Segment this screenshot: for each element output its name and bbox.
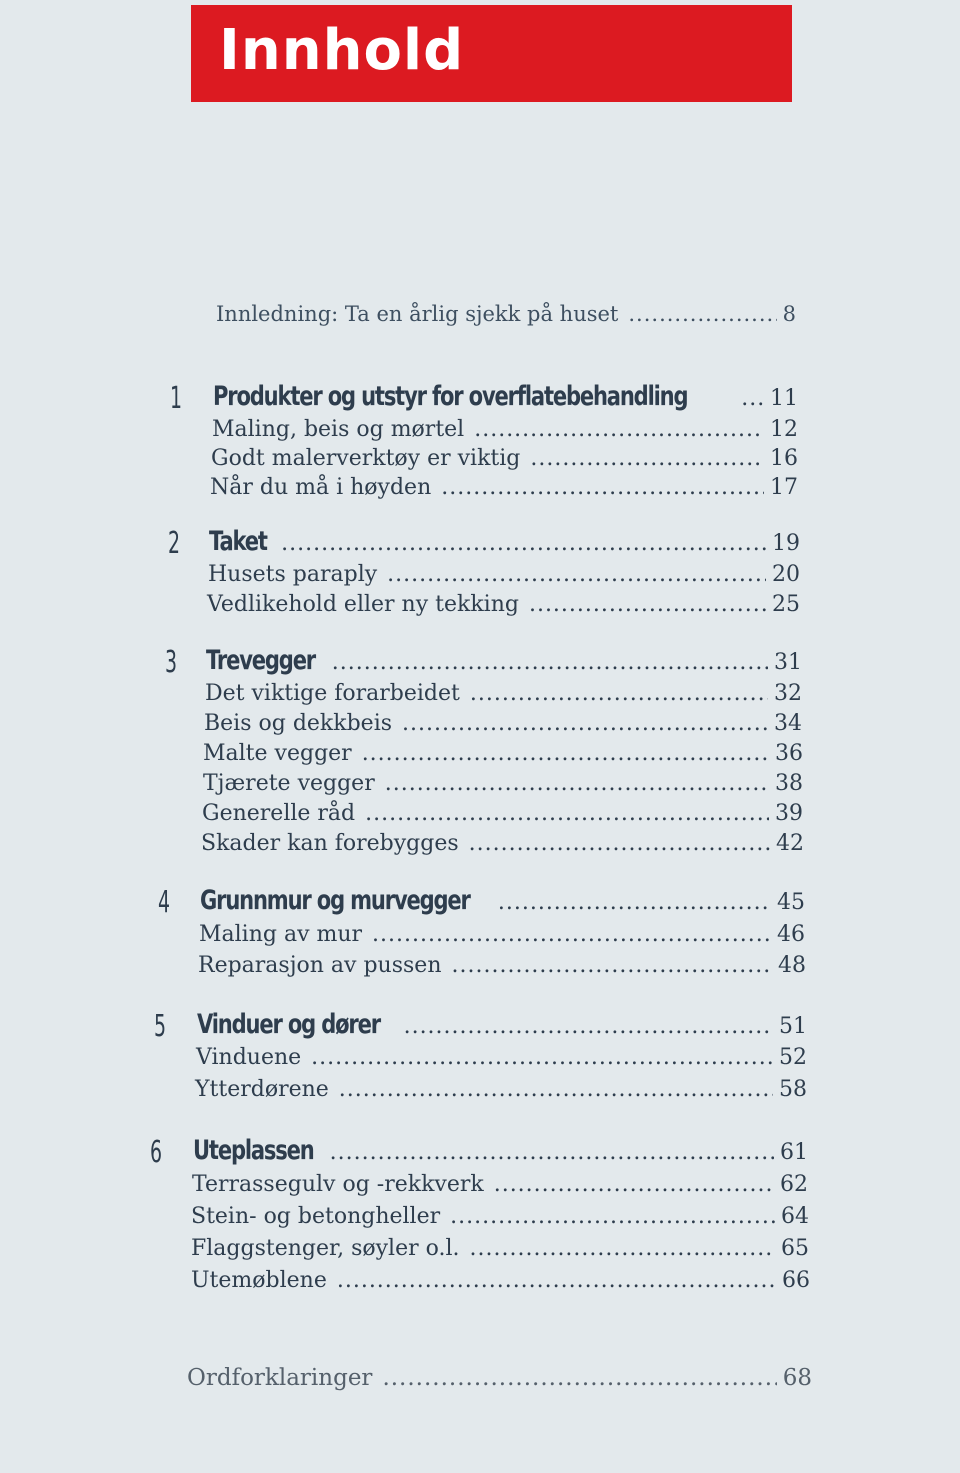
dot-leader xyxy=(330,1140,774,1165)
dot-leader xyxy=(382,1365,776,1391)
toc-entry-page: 46 xyxy=(777,922,805,947)
toc-section-row[interactable] xyxy=(203,771,803,796)
dot-leader xyxy=(332,650,768,675)
toc-entry-page: 16 xyxy=(770,446,798,471)
toc-section-row[interactable] xyxy=(191,1236,809,1261)
toc-entry-page: 64 xyxy=(781,1204,809,1229)
dot-leader xyxy=(530,446,764,471)
toc-entry-page: 66 xyxy=(782,1268,810,1293)
toc-entry-title: Malte vegger xyxy=(203,741,352,766)
chapter-number: 1 xyxy=(170,381,183,416)
toc-section-row[interactable] xyxy=(205,681,802,706)
toc-entry-title: Vedlikehold eller ny tekking xyxy=(207,592,519,617)
toc-entry-title: Utemøblene xyxy=(191,1268,327,1293)
toc-entry-page: 48 xyxy=(778,953,806,978)
dot-leader xyxy=(281,531,766,556)
toc-chapter-title: Grunnmur og murvegger xyxy=(200,885,470,916)
toc-section-row[interactable] xyxy=(207,592,800,617)
dot-leader xyxy=(494,1172,774,1197)
dot-leader xyxy=(450,1204,775,1229)
chapter-number: 4 xyxy=(158,885,171,920)
toc-entry-page: 61 xyxy=(780,1140,808,1165)
toc-chapter-row[interactable] xyxy=(206,645,802,676)
dot-leader xyxy=(498,890,771,915)
toc-section-row[interactable] xyxy=(192,1172,808,1197)
dot-leader xyxy=(385,771,769,796)
toc-entry-title: Stein- og betongheller xyxy=(191,1204,441,1229)
toc-intro-row[interactable] xyxy=(216,302,796,326)
toc-entry-page: 11 xyxy=(770,386,798,411)
toc-entry-page: 34 xyxy=(774,711,802,736)
dot-leader xyxy=(402,711,768,736)
dot-leader xyxy=(387,562,766,587)
toc-chapter-title: Uteplassen xyxy=(193,1135,314,1166)
toc-entry-title: Terrassegulv og -rekkverk xyxy=(192,1172,484,1197)
dot-leader xyxy=(474,417,764,442)
toc-section-row[interactable] xyxy=(208,562,800,587)
toc-section-row[interactable] xyxy=(211,446,798,471)
dot-leader xyxy=(452,953,773,978)
toc-entry-title: Generelle råd xyxy=(202,801,356,826)
toc-chapter-title: Vinduer og dører xyxy=(197,1009,380,1040)
toc-section-row[interactable] xyxy=(212,417,798,442)
dot-leader xyxy=(470,1236,775,1261)
dot-leader xyxy=(469,831,770,856)
toc-entry-title: Flaggstenger, søyler o.l. xyxy=(191,1236,460,1261)
toc-chapter-title: Taket xyxy=(209,526,267,557)
toc-chapter-row[interactable] xyxy=(213,381,798,412)
dot-leader xyxy=(741,386,764,411)
dot-leader xyxy=(404,1014,773,1039)
toc-entry-title: Ytterdørene xyxy=(195,1077,329,1102)
dot-leader xyxy=(529,592,766,617)
toc-section-row[interactable] xyxy=(191,1268,810,1293)
toc-entry-title: Maling av mur xyxy=(199,922,363,947)
chapter-number: 6 xyxy=(150,1135,163,1170)
toc-entry-title: Det viktige forarbeidet xyxy=(205,681,460,706)
toc-entry-page: 68 xyxy=(782,1365,812,1391)
toc-entry-page: 31 xyxy=(774,650,802,675)
toc-chapter-row[interactable] xyxy=(193,1135,808,1166)
chapter-number: 2 xyxy=(168,526,181,561)
dot-leader xyxy=(441,475,764,500)
dot-leader xyxy=(339,1077,773,1102)
dot-leader xyxy=(362,741,769,766)
toc-section-row[interactable] xyxy=(191,1204,809,1229)
toc-chapter-row[interactable] xyxy=(200,885,805,916)
toc-section-row[interactable] xyxy=(199,922,805,947)
toc-entry-page: 36 xyxy=(775,741,803,766)
toc-entry-page: 17 xyxy=(770,475,798,500)
toc-entry-page: 12 xyxy=(770,417,798,442)
toc-entry-page: 25 xyxy=(772,592,800,617)
toc-section-row[interactable] xyxy=(195,1077,807,1102)
chapter-number: 5 xyxy=(154,1009,167,1044)
chapter-number: 3 xyxy=(165,645,178,680)
dot-leader xyxy=(337,1268,776,1293)
toc-entry-page: 52 xyxy=(779,1045,807,1070)
toc-chapter-title: Trevegger xyxy=(206,645,316,676)
toc-entry-title: Reparasjon av pussen xyxy=(198,953,442,978)
toc-entry-title: Godt malerverktøy er viktig xyxy=(211,446,521,471)
toc-section-row[interactable] xyxy=(210,475,798,500)
toc-chapter-row[interactable] xyxy=(209,526,800,557)
toc-entry-page: 32 xyxy=(774,681,802,706)
toc-entry-page: 45 xyxy=(777,890,805,915)
toc-entry-page: 39 xyxy=(775,801,803,826)
toc-entry-page: 8 xyxy=(782,302,796,326)
toc-entry-title: Husets paraply xyxy=(208,562,378,587)
toc-entry-page: 62 xyxy=(780,1172,808,1197)
page-title: Innhold xyxy=(219,18,465,83)
toc-entry-title: Maling, beis og mørtel xyxy=(212,417,465,442)
toc-entry-page: 51 xyxy=(779,1014,807,1039)
toc-entry-title: Innledning: Ta en årlig sjekk på huset xyxy=(216,302,619,326)
toc-glossary-row[interactable] xyxy=(187,1365,812,1391)
dot-leader xyxy=(470,681,768,706)
toc-entry-page: 20 xyxy=(772,562,800,587)
toc-entry-page: 58 xyxy=(779,1077,807,1102)
toc-entry-page: 65 xyxy=(781,1236,809,1261)
toc-section-row[interactable] xyxy=(202,801,803,826)
toc-chapter-row[interactable] xyxy=(197,1009,807,1040)
toc-section-row[interactable] xyxy=(204,711,802,736)
toc-entry-title: Skader kan forebygges xyxy=(201,831,459,856)
toc-entry-title: Vinduene xyxy=(196,1045,302,1070)
toc-section-row[interactable] xyxy=(203,741,803,766)
dot-leader xyxy=(372,922,771,947)
toc-entry-page: 19 xyxy=(772,531,800,556)
toc-entry-title: Ordforklaringer xyxy=(187,1365,373,1391)
dot-leader xyxy=(628,302,776,326)
toc-chapter-title: Produkter og utstyr for overflatebehandling xyxy=(213,381,688,412)
toc-entry-page: 38 xyxy=(775,771,803,796)
toc-entry-title: Beis og dekkbeis xyxy=(204,711,393,736)
dot-leader xyxy=(311,1045,773,1070)
toc-entry-page: 42 xyxy=(776,831,804,856)
toc-section-row[interactable] xyxy=(198,953,806,978)
toc-section-row[interactable] xyxy=(201,831,804,856)
dot-leader xyxy=(365,801,769,826)
toc-entry-title: Når du må i høyden xyxy=(210,475,432,500)
toc-entry-title: Tjærete vegger xyxy=(203,771,375,796)
toc-section-row[interactable] xyxy=(196,1045,807,1070)
